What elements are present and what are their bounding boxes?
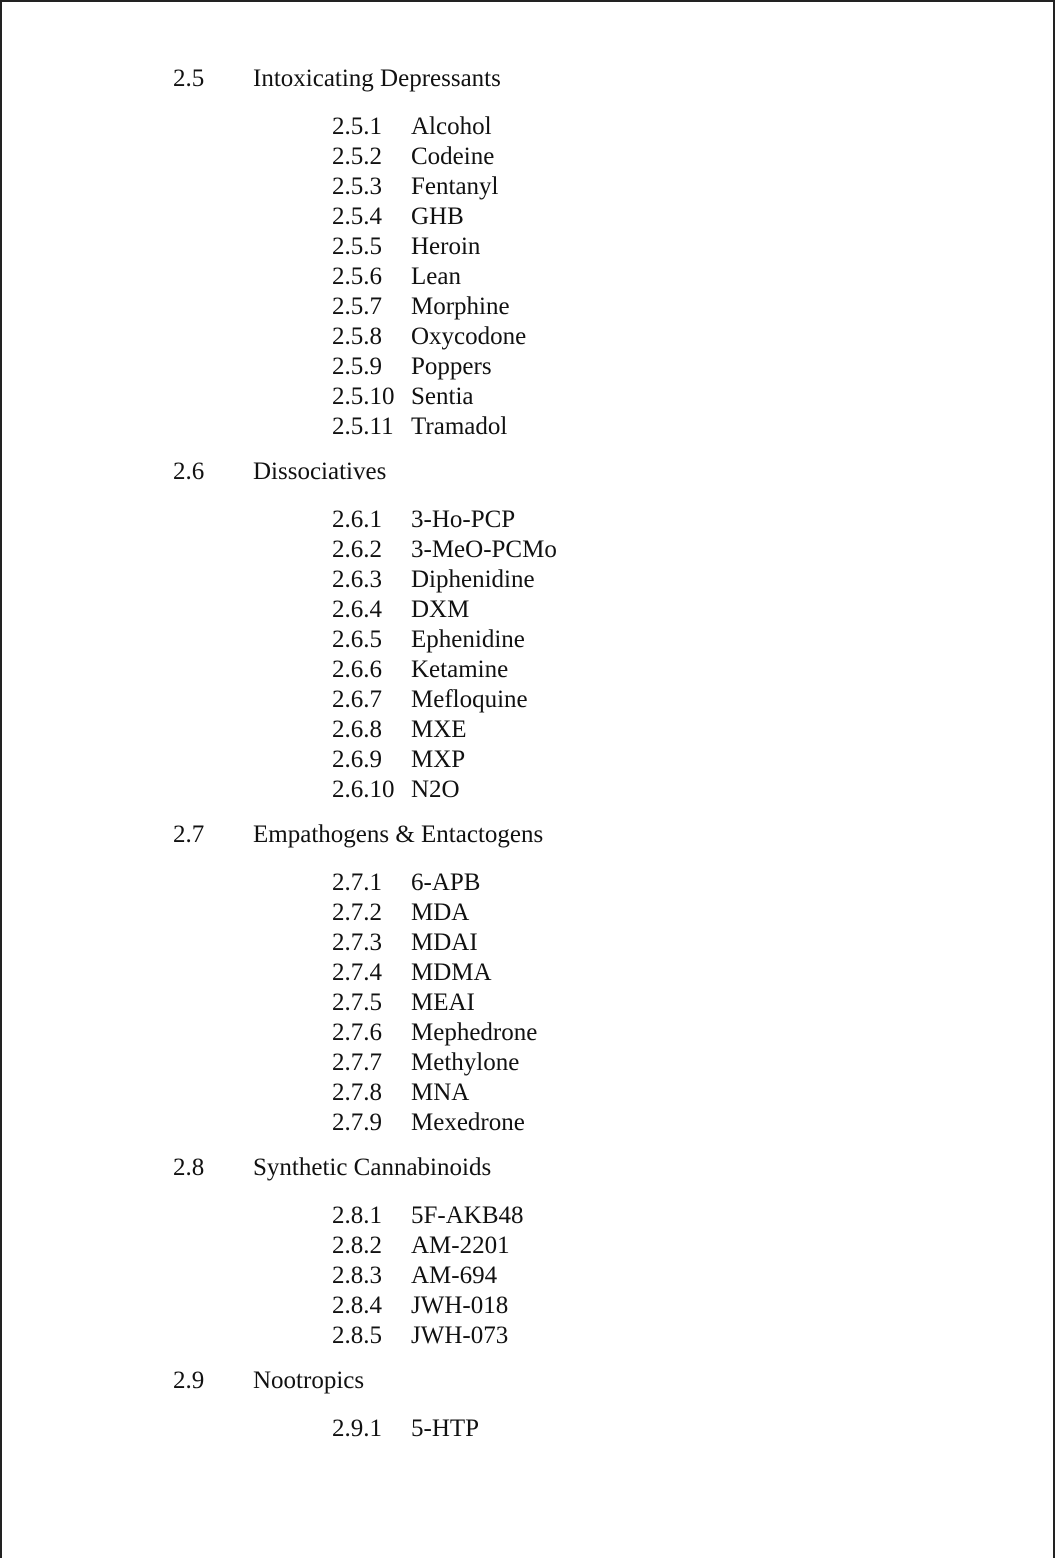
- item-number: 2.7.6: [332, 1019, 382, 1046]
- item-number: 2.9.1: [332, 1415, 382, 1442]
- item-label: Ketamine: [411, 656, 509, 683]
- item-label: Mexedrone: [411, 1109, 525, 1136]
- toc-item[interactable]: [2, 898, 1053, 928]
- toc-section-heading[interactable]: [2, 1151, 1053, 1185]
- toc-item[interactable]: [2, 292, 1053, 322]
- section-title: Empathogens & Entactogens: [253, 821, 544, 848]
- item-number: 2.5.9: [332, 353, 382, 380]
- toc-item[interactable]: [2, 1201, 1053, 1231]
- item-label: JWH-018: [411, 1292, 509, 1319]
- item-number: 2.6.1: [332, 506, 382, 533]
- item-label: Oxycodone: [411, 323, 527, 350]
- item-number: 2.8.3: [332, 1262, 382, 1289]
- item-number: 2.6.2: [332, 536, 382, 563]
- item-number: 2.5.2: [332, 143, 382, 170]
- toc-item[interactable]: [2, 505, 1053, 535]
- item-number: 2.7.8: [332, 1079, 382, 1106]
- toc-item-list: [2, 1201, 1053, 1351]
- item-number: 2.6.4: [332, 596, 382, 623]
- item-label: Mefloquine: [411, 686, 528, 713]
- toc-item[interactable]: [2, 1078, 1053, 1108]
- toc-item[interactable]: [2, 928, 1053, 958]
- item-number: 2.8.1: [332, 1202, 382, 1229]
- item-label: Methylone: [411, 1049, 520, 1076]
- section-number: 2.5: [173, 65, 205, 92]
- section-number: 2.8: [173, 1154, 205, 1181]
- toc-item[interactable]: [2, 958, 1053, 988]
- toc-item[interactable]: [2, 868, 1053, 898]
- toc-item[interactable]: [2, 565, 1053, 595]
- toc-item[interactable]: [2, 1321, 1053, 1351]
- toc-item[interactable]: [2, 1291, 1053, 1321]
- toc-item[interactable]: [2, 988, 1053, 1018]
- item-label: AM-694: [411, 1262, 498, 1289]
- item-label: AM-2201: [411, 1232, 510, 1259]
- item-label: MDMA: [411, 959, 492, 986]
- toc-item[interactable]: [2, 352, 1053, 382]
- item-label: 3-Ho-PCP: [411, 506, 516, 533]
- item-number: 2.7.2: [332, 899, 382, 926]
- toc-section: [2, 818, 1053, 1138]
- item-label: JWH-073: [411, 1322, 509, 1349]
- item-label: Tramadol: [411, 413, 508, 440]
- item-label: Alcohol: [411, 113, 492, 140]
- item-label: Morphine: [411, 293, 510, 320]
- item-number: 2.7.9: [332, 1109, 382, 1136]
- item-label: 5-HTP: [411, 1415, 480, 1442]
- toc-item[interactable]: [2, 655, 1053, 685]
- toc-item[interactable]: [2, 1108, 1053, 1138]
- toc-section-heading[interactable]: [2, 1364, 1053, 1398]
- item-label: MXE: [411, 716, 467, 743]
- item-label: Heroin: [411, 233, 481, 260]
- toc-section-heading[interactable]: [2, 62, 1053, 96]
- item-label: Diphenidine: [411, 566, 535, 593]
- item-label: 5F-AKB48: [411, 1202, 524, 1229]
- item-label: MXP: [411, 746, 466, 773]
- section-number: 2.6: [173, 458, 205, 485]
- item-number: 2.6.9: [332, 746, 382, 773]
- toc-item[interactable]: [2, 382, 1053, 412]
- item-number: 2.8.4: [332, 1292, 382, 1319]
- item-number: 2.5.6: [332, 263, 382, 290]
- item-number: 2.7.7: [332, 1049, 382, 1076]
- section-number: 2.9: [173, 1367, 205, 1394]
- item-number: 2.5.8: [332, 323, 382, 350]
- item-label: 3-MeO-PCMo: [411, 536, 557, 563]
- item-label: MDAI: [411, 929, 478, 956]
- toc-item-list: [2, 1414, 1053, 1444]
- toc-section-heading[interactable]: [2, 818, 1053, 852]
- item-label: 6-APB: [411, 869, 481, 896]
- item-number: 2.5.4: [332, 203, 382, 230]
- toc-item[interactable]: [2, 625, 1053, 655]
- item-label: GHB: [411, 203, 464, 230]
- item-number: 2.8.5: [332, 1322, 382, 1349]
- item-label: Codeine: [411, 143, 495, 170]
- item-label: Sentia: [411, 383, 474, 410]
- section-title: Synthetic Cannabinoids: [253, 1154, 492, 1181]
- item-label: N2O: [411, 776, 460, 803]
- toc-section: [2, 1151, 1053, 1351]
- item-number: 2.6.5: [332, 626, 382, 653]
- item-number: 2.6.3: [332, 566, 382, 593]
- toc-item-list: [2, 505, 1053, 805]
- toc-item[interactable]: [2, 1231, 1053, 1261]
- toc-item[interactable]: [2, 1018, 1053, 1048]
- toc-item[interactable]: [2, 412, 1053, 442]
- item-number: 2.6.8: [332, 716, 382, 743]
- item-number: 2.5.1: [332, 113, 382, 140]
- item-number: 2.7.5: [332, 989, 382, 1016]
- toc-item[interactable]: [2, 322, 1053, 352]
- toc-item-list: [2, 112, 1053, 442]
- item-number: 2.7.1: [332, 869, 382, 896]
- item-label: Fentanyl: [411, 173, 499, 200]
- table-of-contents: [2, 62, 1053, 1444]
- item-number: 2.5.3: [332, 173, 382, 200]
- toc-section: [2, 455, 1053, 805]
- item-number: 2.5.11: [332, 413, 394, 440]
- toc-item[interactable]: [2, 262, 1053, 292]
- item-number: 2.6.6: [332, 656, 382, 683]
- item-number: 2.7.4: [332, 959, 382, 986]
- item-number: 2.5.10: [332, 383, 395, 410]
- item-label: Mephedrone: [411, 1019, 538, 1046]
- section-title: Intoxicating Depressants: [253, 65, 501, 92]
- item-number: 2.5.5: [332, 233, 382, 260]
- item-label: MEAI: [411, 989, 475, 1016]
- toc-item[interactable]: [2, 142, 1053, 172]
- toc-item[interactable]: [2, 685, 1053, 715]
- toc-item[interactable]: [2, 202, 1053, 232]
- toc-item[interactable]: [2, 535, 1053, 565]
- item-number: 2.8.2: [332, 1232, 382, 1259]
- toc-item[interactable]: [2, 715, 1053, 745]
- toc-section: [2, 62, 1053, 442]
- toc-item[interactable]: [2, 172, 1053, 202]
- toc-item[interactable]: [2, 1048, 1053, 1078]
- item-label: MDA: [411, 899, 470, 926]
- toc-item[interactable]: [2, 595, 1053, 625]
- item-number: 2.6.7: [332, 686, 382, 713]
- toc-item[interactable]: [2, 112, 1053, 142]
- section-number: 2.7: [173, 821, 205, 848]
- toc-item-list: [2, 868, 1053, 1138]
- toc-item[interactable]: [2, 1261, 1053, 1291]
- section-title: Nootropics: [253, 1367, 365, 1394]
- item-label: DXM: [411, 596, 470, 623]
- item-label: Ephenidine: [411, 626, 525, 653]
- toc-item[interactable]: [2, 745, 1053, 775]
- toc-section-heading[interactable]: [2, 455, 1053, 489]
- section-title: Dissociatives: [253, 458, 387, 485]
- item-number: 2.6.10: [332, 776, 395, 803]
- toc-item[interactable]: [2, 1414, 1053, 1444]
- item-label: Poppers: [411, 353, 492, 380]
- item-label: MNA: [411, 1079, 470, 1106]
- item-number: 2.7.3: [332, 929, 382, 956]
- item-label: Lean: [411, 263, 461, 290]
- toc-item[interactable]: [2, 775, 1053, 805]
- toc-item[interactable]: [2, 232, 1053, 262]
- toc-section: [2, 1364, 1053, 1444]
- item-number: 2.5.7: [332, 293, 382, 320]
